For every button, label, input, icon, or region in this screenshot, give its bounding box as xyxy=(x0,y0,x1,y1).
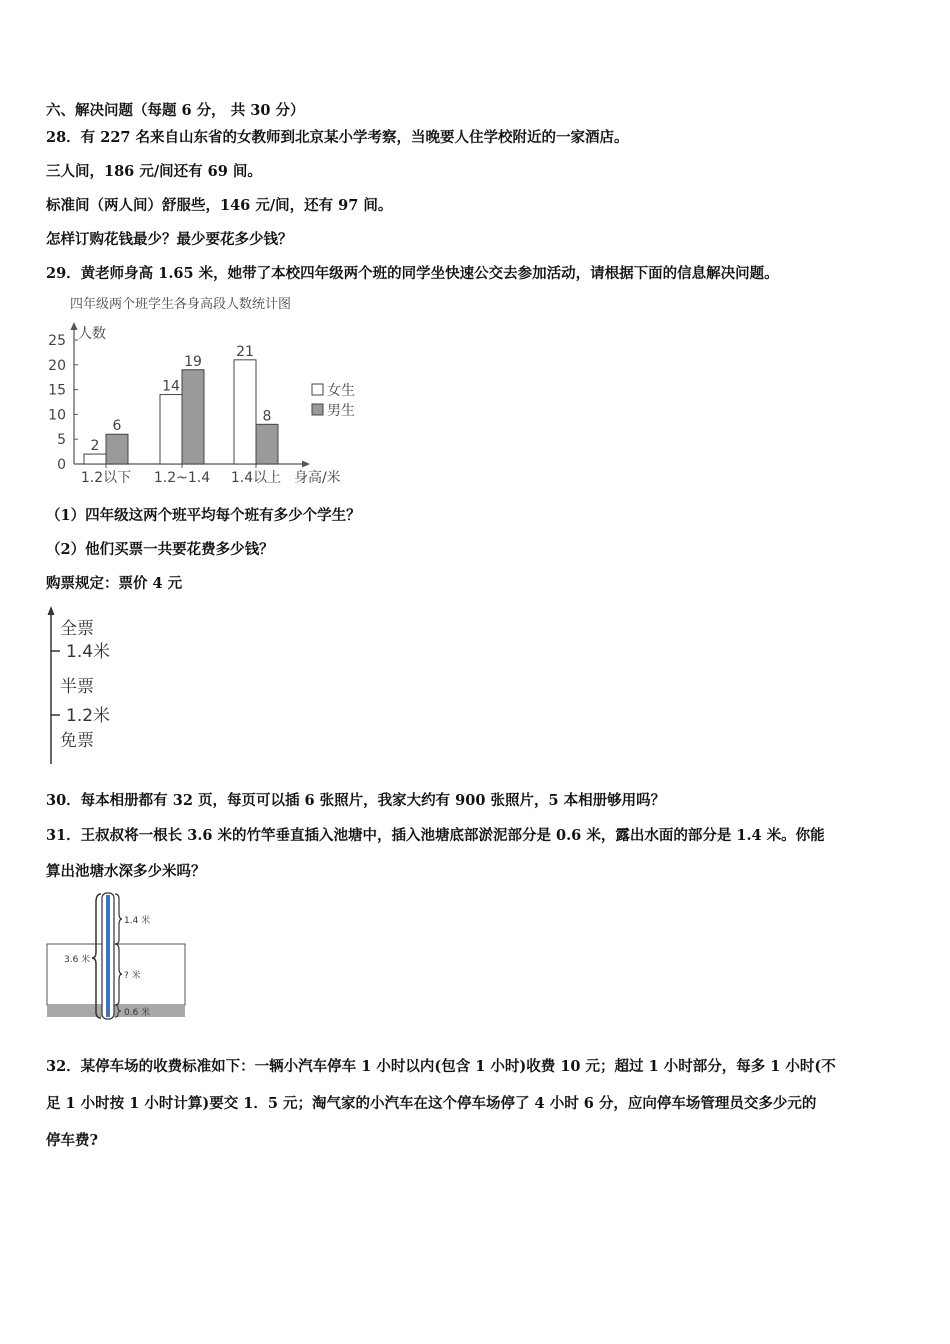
y-tick-label: 0 xyxy=(57,457,66,473)
y-tick-label: 25 xyxy=(48,333,66,349)
total-length-label: 3.6 米 xyxy=(64,955,91,965)
x-tick-label: 1.2以下 xyxy=(80,470,132,486)
q30-text: 30．每本相册都有 32 页，每页可以插 6 张照片，我家大约有 900 张照片，5 本相册够用吗？ xyxy=(46,792,666,809)
bar-value-label: 19 xyxy=(184,353,202,370)
q28-text: 28．有 227 名来自山东省的女教师到北京某小学考察，当晚要人住学校附近的一家酒店。 xyxy=(46,129,629,146)
pond-pole-diagram xyxy=(44,890,194,1022)
full-ticket-label: 全票 xyxy=(60,619,94,639)
mark-1-2-label: 1.2米 xyxy=(66,706,111,726)
bar-value-label: 21 xyxy=(236,343,254,360)
q29-text: 29．黄老师身高 1.65 米，她带了本校四年级两个班的同学坐快速公交去参加活动，请根据下面的信息解决问题。 xyxy=(46,265,779,282)
above-water-label: 1.4 米 xyxy=(124,916,151,926)
q32-text-line3: 停车费? xyxy=(46,1132,98,1149)
bar-value-label: 14 xyxy=(162,378,180,395)
q28-double-room: 标准间（两人间）舒服些，146 元/间，还有 97 间。 xyxy=(46,197,393,214)
q29-sub1: （1）四年级这两个班平均每个班有多少个学生？ xyxy=(46,507,361,524)
bar-female xyxy=(234,360,256,464)
bar-female xyxy=(84,454,106,464)
water-depth-label: ? 米 xyxy=(124,971,141,981)
y-axis-arrow xyxy=(71,322,78,330)
q32-text-line2: 足 1 小时按 1 小时计算)要交 1．5 元；淘气家的小汽车在这个停车场停了 4 小时 6 分，应向停车场管理员交多少元的 xyxy=(46,1095,817,1112)
bar-male xyxy=(256,424,278,464)
half-ticket-label: 半票 xyxy=(60,677,94,697)
ticket-height-scale xyxy=(44,604,164,768)
y-tick-label: 5 xyxy=(57,432,66,449)
x-tick-label: 1.4以上 xyxy=(230,470,282,486)
y-tick-label: 15 xyxy=(48,382,66,399)
legend-swatch-female xyxy=(312,384,323,395)
legend-swatch-male xyxy=(312,404,323,415)
legend-label-female: 女生 xyxy=(327,383,355,399)
q32-text-line1: 32．某停车场的收费标准如下：一辆小汽车停车 1 小时以内(包含 1 小时)收费 10 元；超过 1 小时部分，每多 1 小时(不 xyxy=(46,1058,836,1075)
mark-1-4-label: 1.4米 xyxy=(66,642,111,662)
q28-triple-room: 三人间，186 元/间还有 69 间。 xyxy=(46,163,262,180)
chart-ylabel: 人数 xyxy=(78,326,106,342)
bar-male xyxy=(106,434,128,464)
q29-sub2: （2）他们买票一共要花费多少钱？ xyxy=(46,541,274,558)
height-bar-chart xyxy=(44,292,374,488)
y-tick-label: 10 xyxy=(48,407,66,424)
chart-xlabel: 身高/米 xyxy=(294,470,341,486)
bar-female xyxy=(160,395,182,464)
x-axis-arrow xyxy=(302,461,310,468)
bar-value-label: 6 xyxy=(112,418,122,435)
q31-text-line2: 算出池塘水深多少米吗？ xyxy=(46,863,206,880)
y-tick-label: 20 xyxy=(48,357,66,374)
mud-depth-label: 0.6 米 xyxy=(124,1008,151,1018)
q31-text-line1: 31．王叔叔将一根长 3.6 米的竹竿垂直插入池塘中，插入池塘底部淤泥部分是 0.6 米，露出水面的部分是 1.4 米。你能 xyxy=(46,827,825,844)
q29-ticket-rule: 购票规定：票价 4 元 xyxy=(46,575,183,592)
section-heading: 六、解决问题（每题 6 分， 共 30 分） xyxy=(46,102,305,119)
bar-value-label: 8 xyxy=(262,408,272,425)
bar-male xyxy=(182,370,204,464)
legend-label-male: 男生 xyxy=(327,403,355,419)
bar-value-label: 2 xyxy=(90,438,100,455)
free-ticket-label: 免票 xyxy=(60,731,94,751)
x-tick-label: 1.2~1.4 xyxy=(153,470,211,486)
chart-title: 四年级两个班学生各身高段人数统计图 xyxy=(70,297,292,312)
q28-question: 怎样订购花钱最少？最少要花多少钱？ xyxy=(46,231,293,248)
